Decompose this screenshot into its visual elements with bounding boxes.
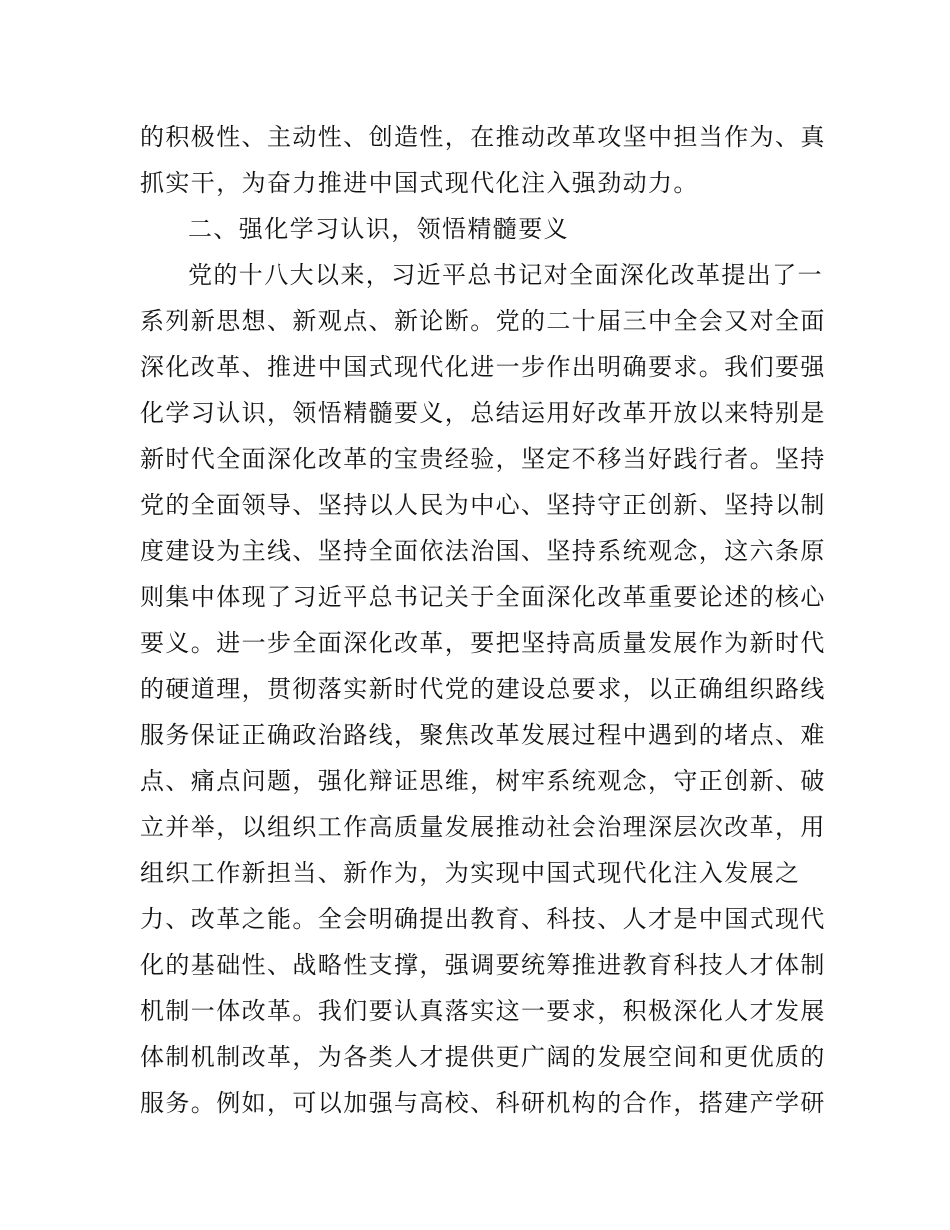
section-heading: 二、强化学习认识，领悟精髓要义	[188, 215, 569, 243]
text-line: 的积极性、主动性、创造性，在推动改革攻坚中担当作为、真	[140, 123, 826, 151]
text-line: 度建设为主线、坚持全面依法治国、坚持系统观念，这六条原	[140, 537, 826, 565]
text-line: 组织工作新担当、新作为，为实现中国式现代化注入发展之	[140, 859, 801, 887]
text-line: 力、改革之能。全会明确提出教育、科技、人才是中国式现代	[140, 905, 826, 933]
text-line: 系列新思想、新观点、新论断。党的二十届三中全会又对全面	[140, 307, 826, 335]
text-line: 则集中体现了习近平总书记关于全面深化改革重要论述的核心	[140, 583, 826, 611]
text-line: 党的十八大以来，习近平总书记对全面深化改革提出了一	[188, 261, 823, 289]
document-body	[140, 114, 826, 1126]
text-line: 机制一体改革。我们要认真落实这一要求，积极深化人才发展	[140, 997, 826, 1025]
text-line: 要义。进一步全面深化改革，要把坚持高质量发展作为新时代	[140, 629, 826, 657]
text-line: 党的全面领导、坚持以人民为中心、坚持守正创新、坚持以制	[140, 491, 826, 519]
text-line: 立并举，以组织工作高质量发展推动社会治理深层次改革，用	[140, 813, 826, 841]
text-line: 的硬道理，贯彻落实新时代党的建设总要求，以正确组织路线	[140, 675, 826, 703]
text-line: 深化改革、推进中国式现代化进一步作出明确要求。我们要强	[140, 353, 826, 381]
text-line: 服务保证正确政治路线，聚焦改革发展过程中遇到的堵点、难	[140, 721, 826, 749]
text-line: 体制机制改革，为各类人才提供更广阔的发展空间和更优质的	[140, 1043, 826, 1071]
text-line: 服务。例如，可以加强与高校、科研机构的合作，搭建产学研	[140, 1089, 826, 1117]
text-line: 化的基础性、战略性支撑，强调要统筹推进教育科技人才体制	[140, 951, 826, 979]
text-line: 化学习认识，领悟精髓要义，总结运用好改革开放以来特别是	[140, 399, 826, 427]
text-line: 点、痛点问题，强化辩证思维，树牢系统观念，守正创新、破	[140, 767, 826, 795]
text-line: 抓实干，为奋力推进中国式现代化注入强劲动力。	[140, 169, 699, 197]
text-line: 新时代全面深化改革的宝贵经验，坚定不移当好践行者。坚持	[140, 445, 826, 473]
